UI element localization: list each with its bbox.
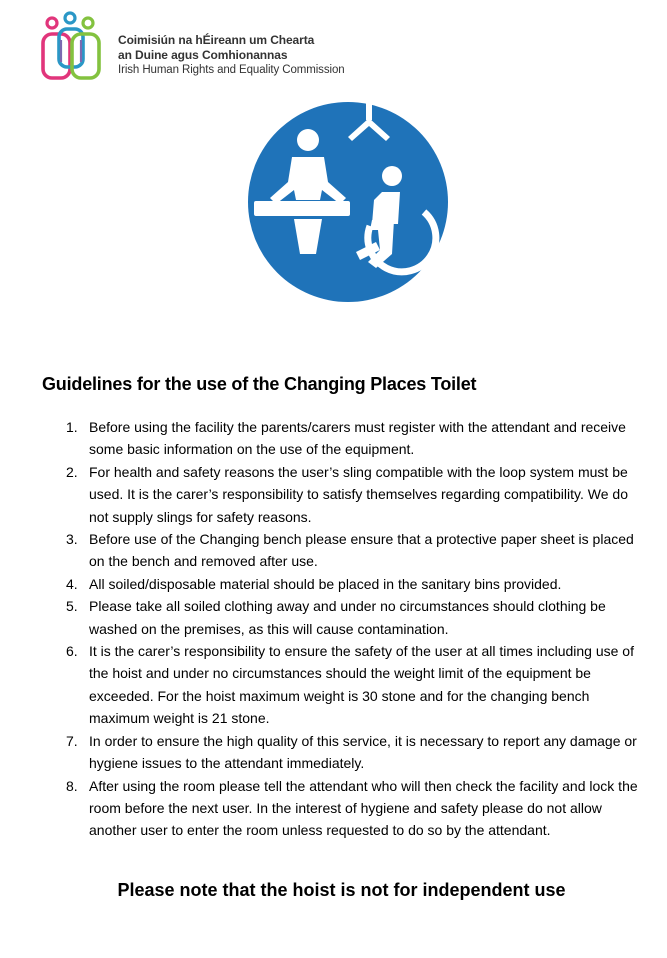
item-number: 7.: [66, 732, 78, 749]
item-text: All soiled/disposable material should be placed in the sanitary bins provided.: [89, 575, 562, 592]
item-number: 6.: [66, 643, 78, 660]
list-item: [60, 640, 638, 730]
item-number: 8.: [66, 777, 78, 794]
item-text: Before using the facility the parents/carers must register with the attendant and receive some basic information on the use of the equipment.: [89, 419, 626, 458]
organisation-header: [40, 10, 400, 85]
page-title: Guidelines for the use of the Changing Places Toilet: [42, 374, 477, 394]
item-number: 5.: [66, 598, 78, 615]
organisation-names: [118, 33, 345, 78]
list-item: [60, 730, 638, 775]
item-text: In order to ensure the high quality of this service, it is necessary to report any damage or hygiene issues to the attendant immediately.: [89, 732, 637, 772]
hoist-warning-note: Please note that the hoist is not for independent use: [117, 880, 566, 900]
item-text: Please take all soiled clothing away and under no circumstances should clothing be washed on the premises, as this will cause contamination.: [89, 598, 606, 637]
list-item: [60, 461, 638, 528]
item-number: 1.: [66, 419, 78, 435]
list-item: [60, 528, 638, 573]
item-number: 4.: [66, 575, 78, 592]
guidelines-list: [60, 416, 638, 842]
org-name-irish-line1: Coimisiún na hÉireann um Chearta: [118, 33, 315, 47]
ihrec-logo-icon: [40, 10, 106, 82]
item-text: It is the carer’s responsibility to ensure the safety of the user at all times including use of the hoist and under no circumstances should the weight limit of the equipment be exceeded. For the hoist maximum weight is 30 stone and for the changing bench maximum weight is 21 stone.: [89, 643, 634, 727]
list-item: [60, 775, 638, 842]
item-number: 2.: [66, 463, 78, 480]
item-text: After using the room please tell the attendant who will then check the facility and lock the room before the next user. In the interest of hygiene and safety please do not allow another user to enter the room unless requested to do so by the attendant.: [89, 777, 638, 839]
list-item: [60, 416, 638, 461]
item-text: For health and safety reasons the user’s sling compatible with the loop system must be used. It is the carer’s responsibility to satisfy themselves regarding compatibility. We do not supply slings for safety reasons.: [89, 463, 628, 525]
list-item: [60, 573, 638, 595]
org-name-irish-line2: an Duine agus Comhionannas: [118, 48, 288, 62]
list-item: [60, 595, 638, 640]
changing-places-icon: [248, 102, 448, 302]
org-name-english: Irish Human Rights and Equality Commission: [118, 64, 345, 76]
item-text: Before use of the Changing bench please ensure that a protective paper sheet is placed on the bench and removed after use.: [89, 531, 634, 570]
item-number: 3.: [66, 531, 78, 548]
